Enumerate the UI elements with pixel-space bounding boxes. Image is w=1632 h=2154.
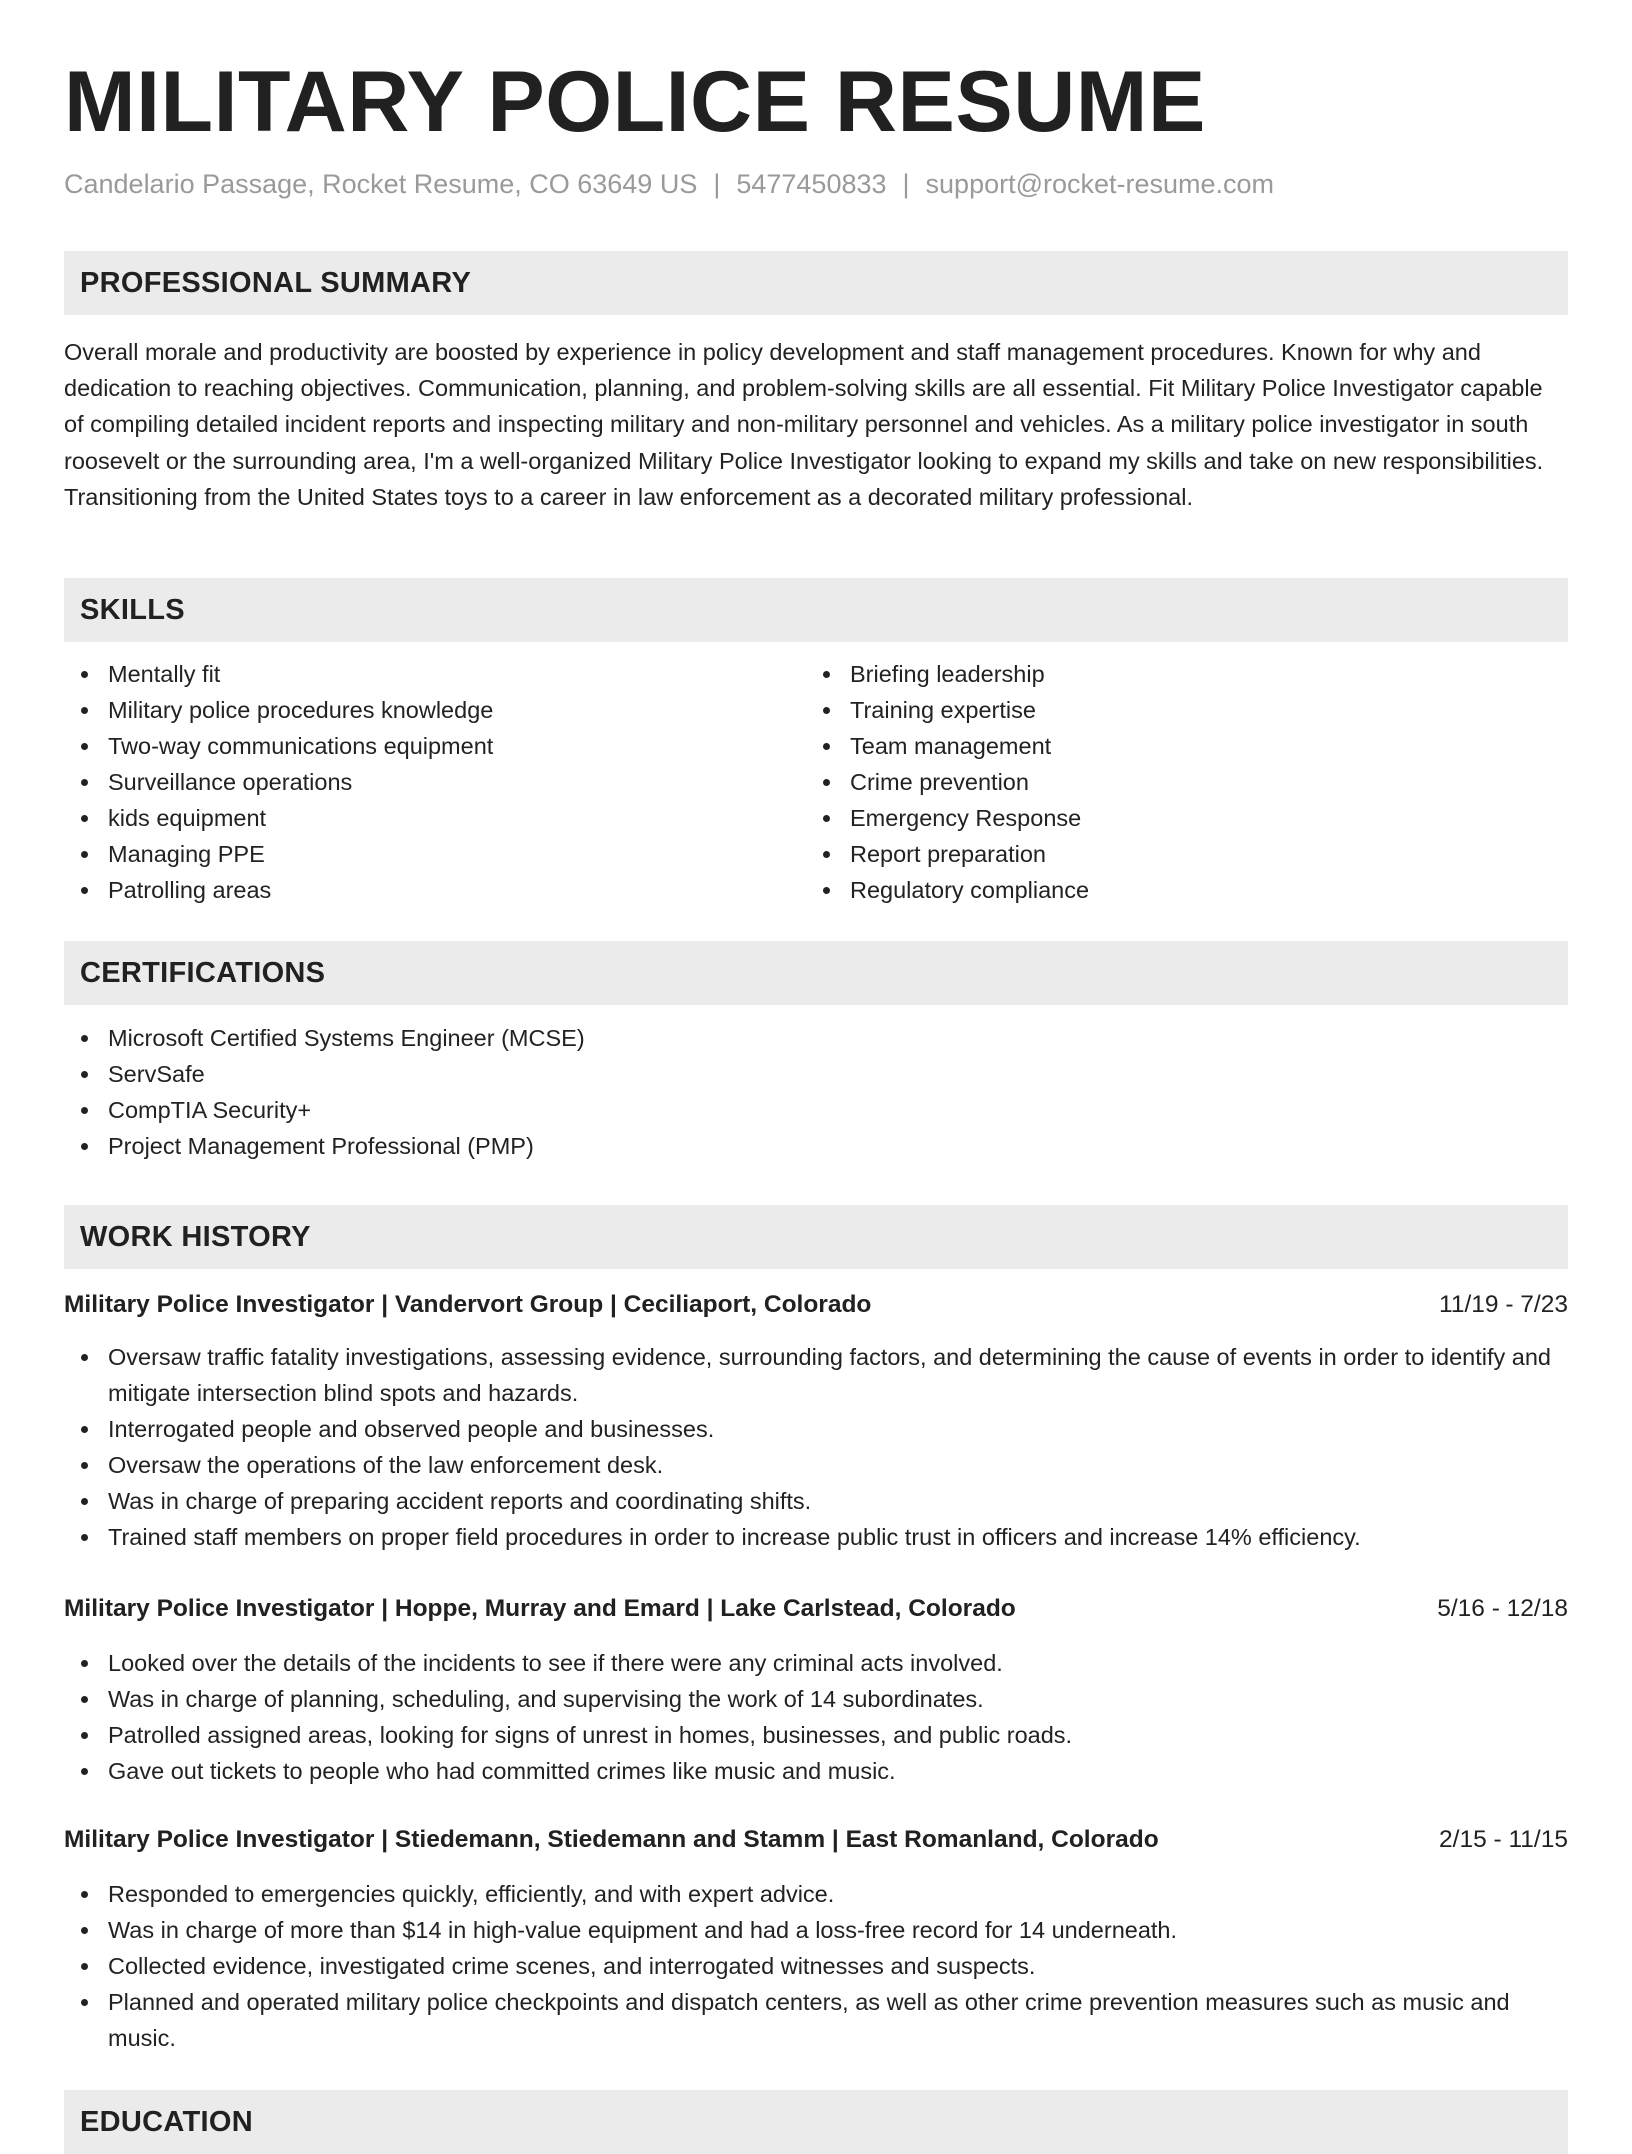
section-heading-education: EDUCATION: [64, 2090, 1568, 2154]
contact-separator: |: [713, 169, 721, 199]
list-item: Patrolling areas: [64, 872, 804, 908]
list-item: Oversaw the operations of the law enforcement desk.: [64, 1447, 1568, 1483]
list-item: Patrolled assigned areas, looking for signs of unrest in homes, businesses, and public roads.: [64, 1717, 1568, 1753]
list-item: Microsoft Certified Systems Engineer (MCSE): [64, 1020, 1568, 1056]
job-bullets: [64, 1876, 1568, 2056]
job-bullets: [64, 1645, 1568, 1789]
list-item: Responded to emergencies quickly, efficiently, and with expert advice.: [64, 1876, 1568, 1912]
section-heading-work-history: WORK HISTORY: [64, 1205, 1568, 1269]
list-item: Team management: [806, 728, 1566, 764]
list-item: Was in charge of preparing accident reports and coordinating shifts.: [64, 1483, 1568, 1519]
section-heading-skills: SKILLS: [64, 578, 1568, 642]
list-item: Regulatory compliance: [806, 872, 1566, 908]
contact-email: support@rocket-resume.com: [925, 169, 1275, 199]
section-heading-summary: PROFESSIONAL SUMMARY: [64, 251, 1568, 315]
list-item: Briefing leadership: [806, 656, 1566, 692]
skills-list-right: [806, 656, 1566, 908]
list-item: Mentally fit: [64, 656, 804, 692]
contact-separator: |: [902, 169, 910, 199]
resume-title: MILITARY POLICE RESUME: [64, 54, 1206, 150]
section-heading-certifications: CERTIFICATIONS: [64, 941, 1568, 1005]
job-title: Military Police Investigator | Vandervort Group | Ceciliaport, Colorado: [64, 1291, 872, 1318]
job-dates: 5/16 - 12/18: [1437, 1595, 1568, 1622]
list-item: Emergency Response: [806, 800, 1566, 836]
job-dates: 11/19 - 7/23: [1439, 1291, 1568, 1318]
job-title: Military Police Investigator | Stiedemann, Stiedemann and Stamm | East Romanland, Colorado: [64, 1826, 1159, 1853]
list-item: Gave out tickets to people who had committed crimes like music and music.: [64, 1753, 1568, 1789]
list-item: Trained staff members on proper field procedures in order to increase public trust in officers and increase 14% efficiency.: [64, 1519, 1568, 1555]
contact-phone: 5477450833: [736, 169, 887, 199]
list-item: Surveillance operations: [64, 764, 804, 800]
list-item: Oversaw traffic fatality investigations, assessing evidence, surrounding factors, and determining the cause of events in order to identify and mitigate intersection blind spots and hazards.: [64, 1339, 1568, 1411]
list-item: Report preparation: [806, 836, 1566, 872]
contact-address: Candelario Passage, Rocket Resume, CO 63649 US: [64, 169, 698, 199]
list-item: Planned and operated military police checkpoints and dispatch centers, as well as other crime prevention measures such as music and music.: [64, 1984, 1568, 2056]
list-item: Collected evidence, investigated crime scenes, and interrogated witnesses and suspects.: [64, 1948, 1568, 1984]
summary-text: Overall morale and productivity are boosted by experience in policy development and staff management procedures. Known for why and dedication to reaching objectives. Communication, planning, and problem-solving skills are all essential. Fit Military Police Investigator capable of compiling detailed incident reports and inspecting military and non-military personnel and vehicles. As a military police investigator in south roosevelt or the surrounding area, I'm a well-organized Military Police Investigator looking to expand my skills and take on new responsibilities. Transitioning from the United States toys to a career in law enforcement as a decorated military professional.: [64, 339, 1544, 510]
list-item: Managing PPE: [64, 836, 804, 872]
job-bullets: [64, 1339, 1568, 1555]
list-item: Looked over the details of the incidents to see if there were any criminal acts involved.: [64, 1645, 1568, 1681]
list-item: ServSafe: [64, 1056, 1568, 1092]
list-item: Interrogated people and observed people and businesses.: [64, 1411, 1568, 1447]
list-item: CompTIA Security+: [64, 1092, 1568, 1128]
list-item: Training expertise: [806, 692, 1566, 728]
list-item: kids equipment: [64, 800, 804, 836]
skills-list-left: [64, 656, 804, 908]
list-item: Was in charge of more than $14 in high-value equipment and had a loss-free record for 14 underneath.: [64, 1912, 1568, 1948]
list-item: Project Management Professional (PMP): [64, 1128, 1568, 1164]
list-item: Was in charge of planning, scheduling, and supervising the work of 14 subordinates.: [64, 1681, 1568, 1717]
list-item: Two-way communications equipment: [64, 728, 804, 764]
certifications-list: [64, 1020, 1568, 1164]
list-item: Crime prevention: [806, 764, 1566, 800]
job-dates: 2/15 - 11/15: [1439, 1826, 1568, 1853]
contact-line: [64, 166, 1274, 202]
list-item: Military police procedures knowledge: [64, 692, 804, 728]
job-title: Military Police Investigator | Hoppe, Murray and Emard | Lake Carlstead, Colorado: [64, 1595, 1016, 1622]
